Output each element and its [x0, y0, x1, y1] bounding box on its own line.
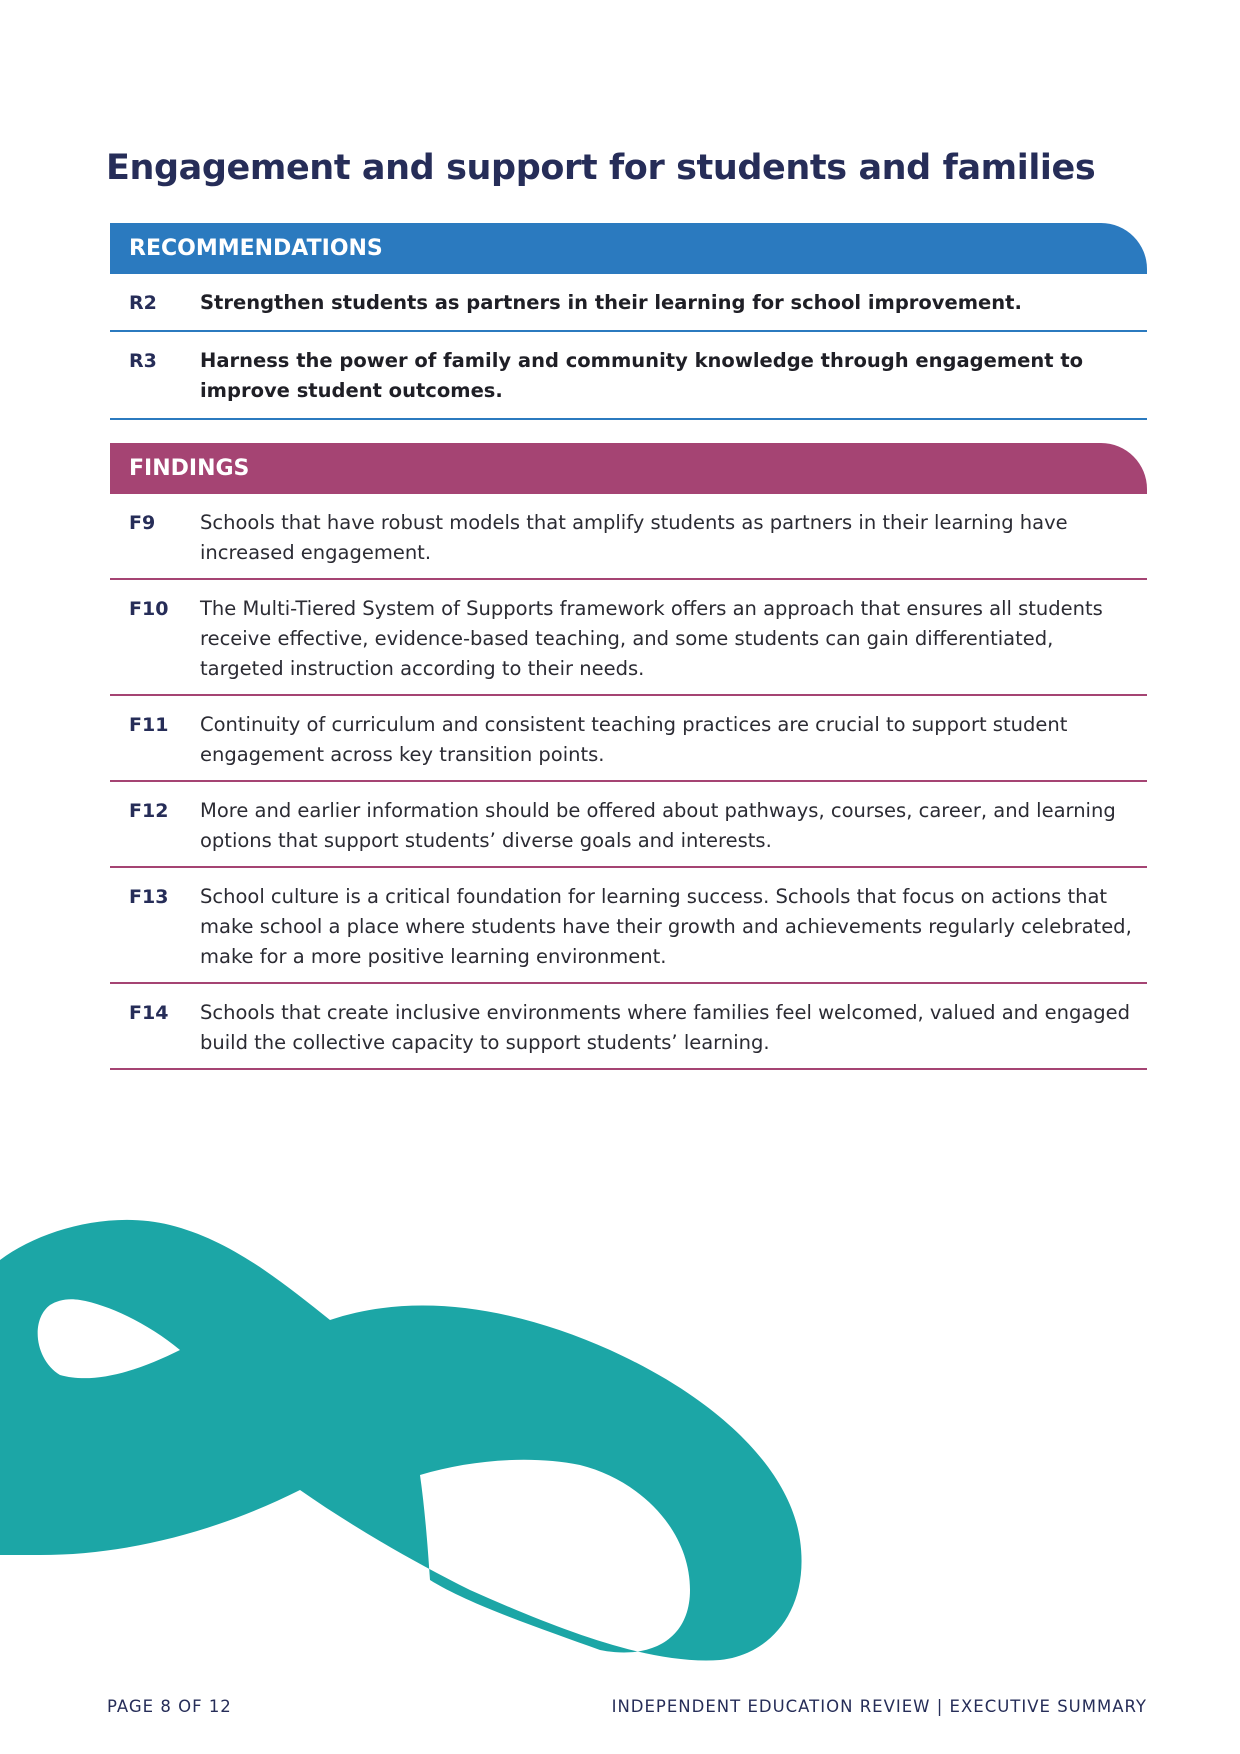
finding-row: [110, 984, 1147, 1070]
finding-code: F10: [129, 598, 169, 620]
finding-text: Schools that create inclusive environments where families feel welcomed, valued and engaged build the collective capacity to support students’ learning.: [200, 1001, 1131, 1054]
footer-page-number: PAGE 8 OF 12: [107, 1697, 232, 1716]
recommendations-panel: [110, 223, 1147, 420]
findings-heading: FINDINGS: [110, 443, 1147, 494]
recommendations-heading: RECOMMENDATIONS: [110, 223, 1147, 274]
finding-text: The Multi-Tiered System of Supports framework offers an approach that ensures all students receive effective, evidence-based teaching, and some students can gain differentiated, targeted instruction according to their needs.: [200, 597, 1103, 680]
finding-row: [110, 868, 1147, 984]
ribbon-shape: [0, 1220, 802, 1661]
finding-row: [110, 696, 1147, 782]
footer-document-title: INDEPENDENT EDUCATION REVIEW | EXECUTIVE SUMMARY: [611, 1697, 1147, 1716]
finding-row: [110, 782, 1147, 868]
recommendation-code: R3: [129, 350, 157, 372]
finding-text: Continuity of curriculum and consistent teaching practices are crucial to support student engagement across key transition points.: [200, 713, 1068, 766]
finding-text: Schools that have robust models that amplify students as partners in their learning have increased engagement.: [200, 511, 1068, 564]
page-title: Engagement and support for students and families: [106, 148, 1096, 188]
recommendation-row: [110, 332, 1147, 420]
finding-code: F14: [129, 1002, 169, 1024]
finding-code: F9: [129, 512, 156, 534]
finding-row: [110, 580, 1147, 696]
recommendation-text: Harness the power of family and community knowledge through engagement to improve student outcomes.: [200, 349, 1084, 402]
recommendation-code: R2: [129, 292, 157, 314]
finding-text: School culture is a critical foundation for learning success. Schools that focus on actions that make school a place where students have their growth and achievements regularly celebrated, make for a more positive learning environment.: [200, 885, 1132, 968]
infinity-ribbon-decoration: [0, 1210, 820, 1670]
finding-code: F12: [129, 800, 169, 822]
recommendation-text: Strengthen students as partners in their learning for school improvement.: [200, 291, 1022, 314]
finding-text: More and earlier information should be offered about pathways, courses, career, and learning options that support students’ diverse goals and interests.: [200, 799, 1116, 852]
finding-code: F13: [129, 886, 169, 908]
finding-row: [110, 494, 1147, 580]
finding-code: F11: [129, 714, 169, 736]
findings-panel: [110, 443, 1147, 1070]
recommendation-row: [110, 274, 1147, 332]
